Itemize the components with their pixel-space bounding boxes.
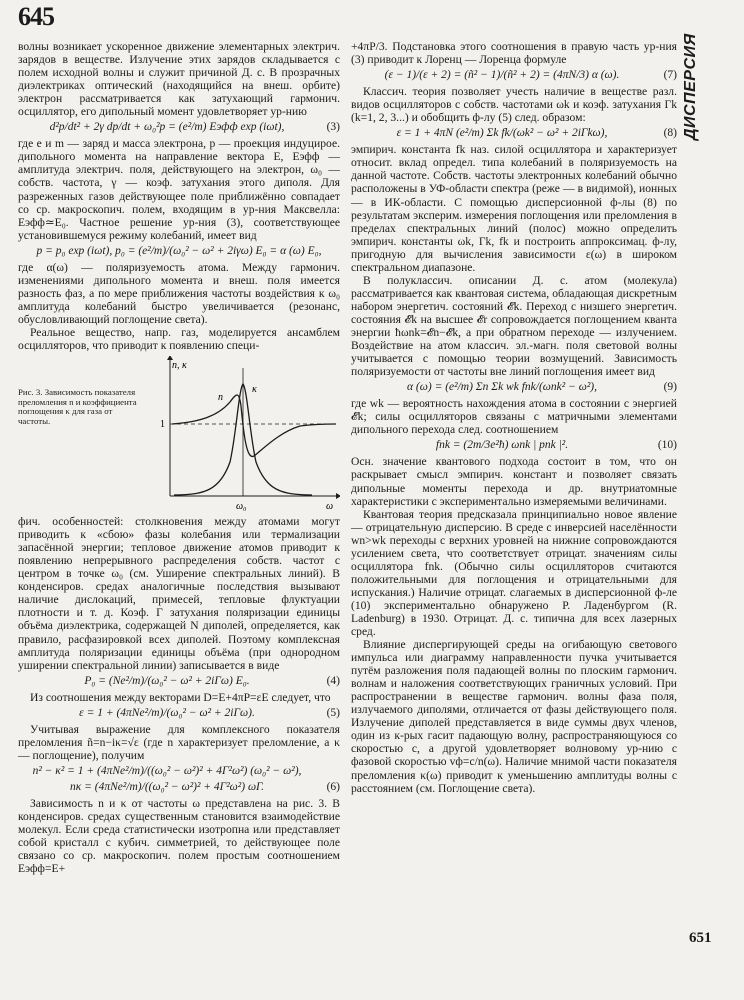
equation-6b-body: nκ = (4πNe²/m)/((ω₀² − ω²)² + 4Γ²ω²) ωΓ. (69, 780, 265, 793)
equation-10-number: (10) (657, 439, 677, 452)
equation-3-number: (3) (326, 121, 340, 134)
right-paragraph-2: Классич. теория позволяет учесть наличие в веществе разл. видов осцилляторов с собств. частотами ωk и коэф. затухания Гk (k=1, 2, 3...) и обобщить ф-лу (5) след. образом: (351, 85, 677, 125)
x-axis-label: ω (326, 501, 334, 513)
left-paragraph-4: Реальное вещество, напр. газ, моделируется ансамблем осцилляторов, что приводит к появлению специ- (18, 325, 340, 353)
unity-label: 1 (160, 419, 165, 431)
equation-5-number: (5) (326, 706, 340, 719)
left-paragraph-6: Из соотношения между векторами D=E+4πP=εE следует, что (30, 690, 331, 704)
figure-3 (18, 356, 340, 512)
equation-6a-body: n² − κ² = 1 + (4πNe²/m)/((ω₀² − ω²)² + 4Γ²ω²) (ω₀² − ω²), (32, 764, 302, 777)
equation-4-number: (4) (326, 674, 340, 687)
curve-label-n: n (218, 392, 223, 404)
equation-7 (351, 69, 677, 82)
left-paragraph-1: волны возникает ускоренное движение элементарных электрич. зарядов в веществе. Излучение этих зарядов складывается с полем исходной волны и служит причиной Д. с. В прозрачных диэлектриках оптический (находящийся на внеш. орбите) электрон рассматривается как затухающий гармонич. осциллятор, его дипольный момент удовлетворяет ур-нию (18, 40, 340, 119)
equation-10 (351, 439, 677, 452)
right-column (351, 40, 677, 795)
equation-3 (18, 121, 340, 134)
figure-3-plot (140, 356, 340, 512)
right-paragraph-1: +4πP/3. Подстановка этого соотношения в правую часть ур-ния (3) приводит к Лоренц — Лоренца формуле (351, 40, 677, 67)
equation-5-body: ε = 1 + (4πNe²/m)/(ω₀² − ω² + 2iΓω). (79, 706, 255, 719)
left-paragraph-7: Учитывая выражение для комплексного показателя преломления ñ=n−iκ=√ε (где n характеризует преломление, а κ — поглощение), получим (18, 722, 340, 762)
right-paragraph-8: Влияние диспергирующей среды на огибающую светового импульса или диаграмму направленности пучка учитывается путём разложения поля падающей волны по плоским гармонич. волнам и наложения соответствующих граничных условий. При распространении в веществе гармонич. волны фаза поля, излучаемого диполями, отличается от фазы действующего поля. Излучение диполей представляется в виде суммы двух членов, один из к-рых гасит падающую волну, распространяющуюся со скоростью c, а другой удовлетворяет волновому ур-нию с фазовой скоростью vф=c/n(ω). Наличие мнимой части показателя преломления κ(ω) приводит к уменьшению амплитуды волны с расстоянием (см. Поглощение света). (351, 638, 677, 795)
x-tick-omega0: ω₀ (236, 501, 247, 513)
equation-3-body: d²p/dt² + 2γ dp/dt + ω₀²p = (e²/m) Eэфф exp (iωt), (49, 121, 285, 134)
equation-7-number: (7) (663, 69, 677, 82)
right-paragraph-4: В полуклассич. описании Д. с. атом (молекула) рассматривается как квантовая система, обладающая дискретным набором энергетич. состояний 𝓔k. Переход с низшего энергетич. состояния 𝓔k на высшее 𝓔r сопровождается поглощением кванта энергии ħωnk=𝓔n−𝓔k, а при обратном переходе — излучением. Воздействие на атом классич. эл.-магн. поля световой волны учитывается с помощью теории возмущений. Зависимость поляризуемости от частоты вне линий поглощения имеет вид (351, 273, 677, 379)
equation-9-body: α (ω) = (e²/m) Σn Σk wk fnk/(ωnk² − ω²), (407, 381, 597, 394)
equation-5 (18, 707, 340, 720)
equation-9 (351, 381, 677, 394)
equation-8 (351, 127, 677, 140)
curve-label-kappa: κ (252, 384, 257, 396)
equation-8-body: ε = 1 + 4πN (e²/m) Σk fk/(ωk² − ω² + 2iГkω), (396, 127, 608, 140)
y-axis-label: n, κ (172, 360, 187, 372)
x-axis-arrow (336, 493, 340, 499)
left-paragraph-2: где e и m — заряд и масса электрона, p — проекция индуцирое. дипольного момента на направление вектора E, Eэфф — амплитуда электрич. поля, действующего на электрон, ω₀ — собств. частота, γ — коэф. затухания этого диполя. Для разреженных газов действующее поле приближённо совпадает со ср. макроскопич. полем, входящим в ур-ния Максвелла: Eэфф≃E₀. Частное решение ур-ния (3), соответствующее установившемуся режиму колебаний, имеет вид (18, 137, 340, 242)
figure-3-caption: Рис. 3. Зависимость показателя преломления n и коэффициента поглощения κ для газа от частоты. (18, 387, 137, 426)
equation-6b (18, 781, 340, 794)
equation-6-number: (6) (326, 780, 340, 793)
refractive-index-curve (172, 395, 336, 456)
equation-p (18, 245, 340, 258)
equation-8-number: (8) (663, 127, 677, 140)
equation-7-body: (ε − 1)/(ε + 2) = (ñ² − 1)/(ñ² + 2) = (4πN/3) α (ω). (384, 69, 620, 82)
equation-p-body: p = p₀ exp (iωt), p₀ = (e²/m)/(ω₀² − ω² + 2iγω) E₀ = α (ω) E₀, (36, 244, 322, 257)
running-head (678, 33, 714, 140)
left-paragraph-3: где α(ω) — поляризуемость атома. Между гармонич. изменениями дипольного момента и внеш. поля имеется разность фаз, а по мере приближения частоты воздействия к ω₀ амплитуда колебаний быстро увеличивается (резонанс, обусловливающий поглощение света). (18, 260, 340, 326)
equation-10-body: fnk = (2m/3e²ħ) ωnk | pnk |². (435, 439, 569, 452)
right-paragraph-7: Квантовая теория предсказала принципиально новое явление — отрицательную дисперсию. В среде с инверсией населённости wn>wk переходы с верхних уровней на нижние сопровождаются усилением света, что соответствует отрицат. значениям силы осциллятора fnk. (Обычно силы осцилляторов считаются положительными для поглощения и отрицательными для испускания.) Наличие отрицат. слагаемых в дисперсионной ф-ле (10) экспериментально обнаружено Р. Ладенбургом (R. Ladenburg) в 1930. Отрицат. Д. с. типична для всех лазерных сред. (351, 507, 677, 639)
equation-9-number: (9) (663, 381, 677, 394)
equation-4-body: P₀ = (Ne²/m)/(ω₀² − ω² + 2iΓω) E₀. (84, 674, 250, 687)
equation-4 (18, 675, 340, 688)
page-number-top: 645 (18, 2, 54, 31)
left-paragraph-8: Зависимость n и κ от частоты ω представлена на рис. 3. В конденсиров. средах существенным становится взаимодействие молекул. Если среда статистически изотропна или представляет собой кристалл с кубич. симметрией, то действующее поле связано со ср. макроскопич. полем простым соотношением Eэфф=E+ (18, 797, 340, 876)
left-column (18, 40, 340, 875)
right-paragraph-3: эмпирич. константа fk наз. силой осциллятора и характеризует относит. вклад определ. типа колебаний в поляризуемость на данной частоте. Собств. частоты электронных колебаний обычно расположены в УФ-области спектра (реже — в видимой), ионных — в ИК-области. С помощью дисперсионной ф-лы (8) по результатам эксперим. измерения поглощения или преломления в пределах спектральных линий (полос) можно определить эмпирич. константы ωk, Гk, fk и построить аппроксимац. ф-лу, пригодную для вычисления зависимости ε(ω) в широком спектральном диапазоне. (351, 143, 677, 274)
page-number-bottom: 651 (689, 930, 712, 946)
right-paragraph-6: Осн. значение квантового подхода состоит в том, что он раскрывает смысл эмпирич. констант и позволяет связать дипольные моменты перехода и др. внутриатомные характеристики с экспериментально измеряемыми величинами. (351, 455, 677, 508)
left-paragraph-5: фич. особенностей: столкновения между атомами могут приводить к «сбою» фазы колебания или термализации запасённой энергии; тепловое движение атомов приводит к появлению непрерывного распределения собств. частот с центром в точке ω₀ (см. Уширение спектральных линий). В конденсиров. средах аналогичные последствия вызывают наличие дислокаций, примесей, тепловые флуктуации плотности и т. д. Коэф. Г затухания поляризации единицы объёма диэлектрика, содержащей N диполей, определяется, как правило, расфазировкой всех диполей. Поэтому комплексная амплитуда поляризации единицы объёма (при однородном уширении спектральной линии) записывается в виде (18, 515, 340, 672)
running-head-text: ДИСПЕРСИЯ (682, 33, 699, 140)
equation-6a (18, 765, 340, 778)
right-paragraph-5: где wk — вероятность нахождения атома в состоянии с энергией 𝓔k; силы осцилляторов связаны с матричными элементами дипольного перехода след. соотношением (351, 397, 677, 437)
